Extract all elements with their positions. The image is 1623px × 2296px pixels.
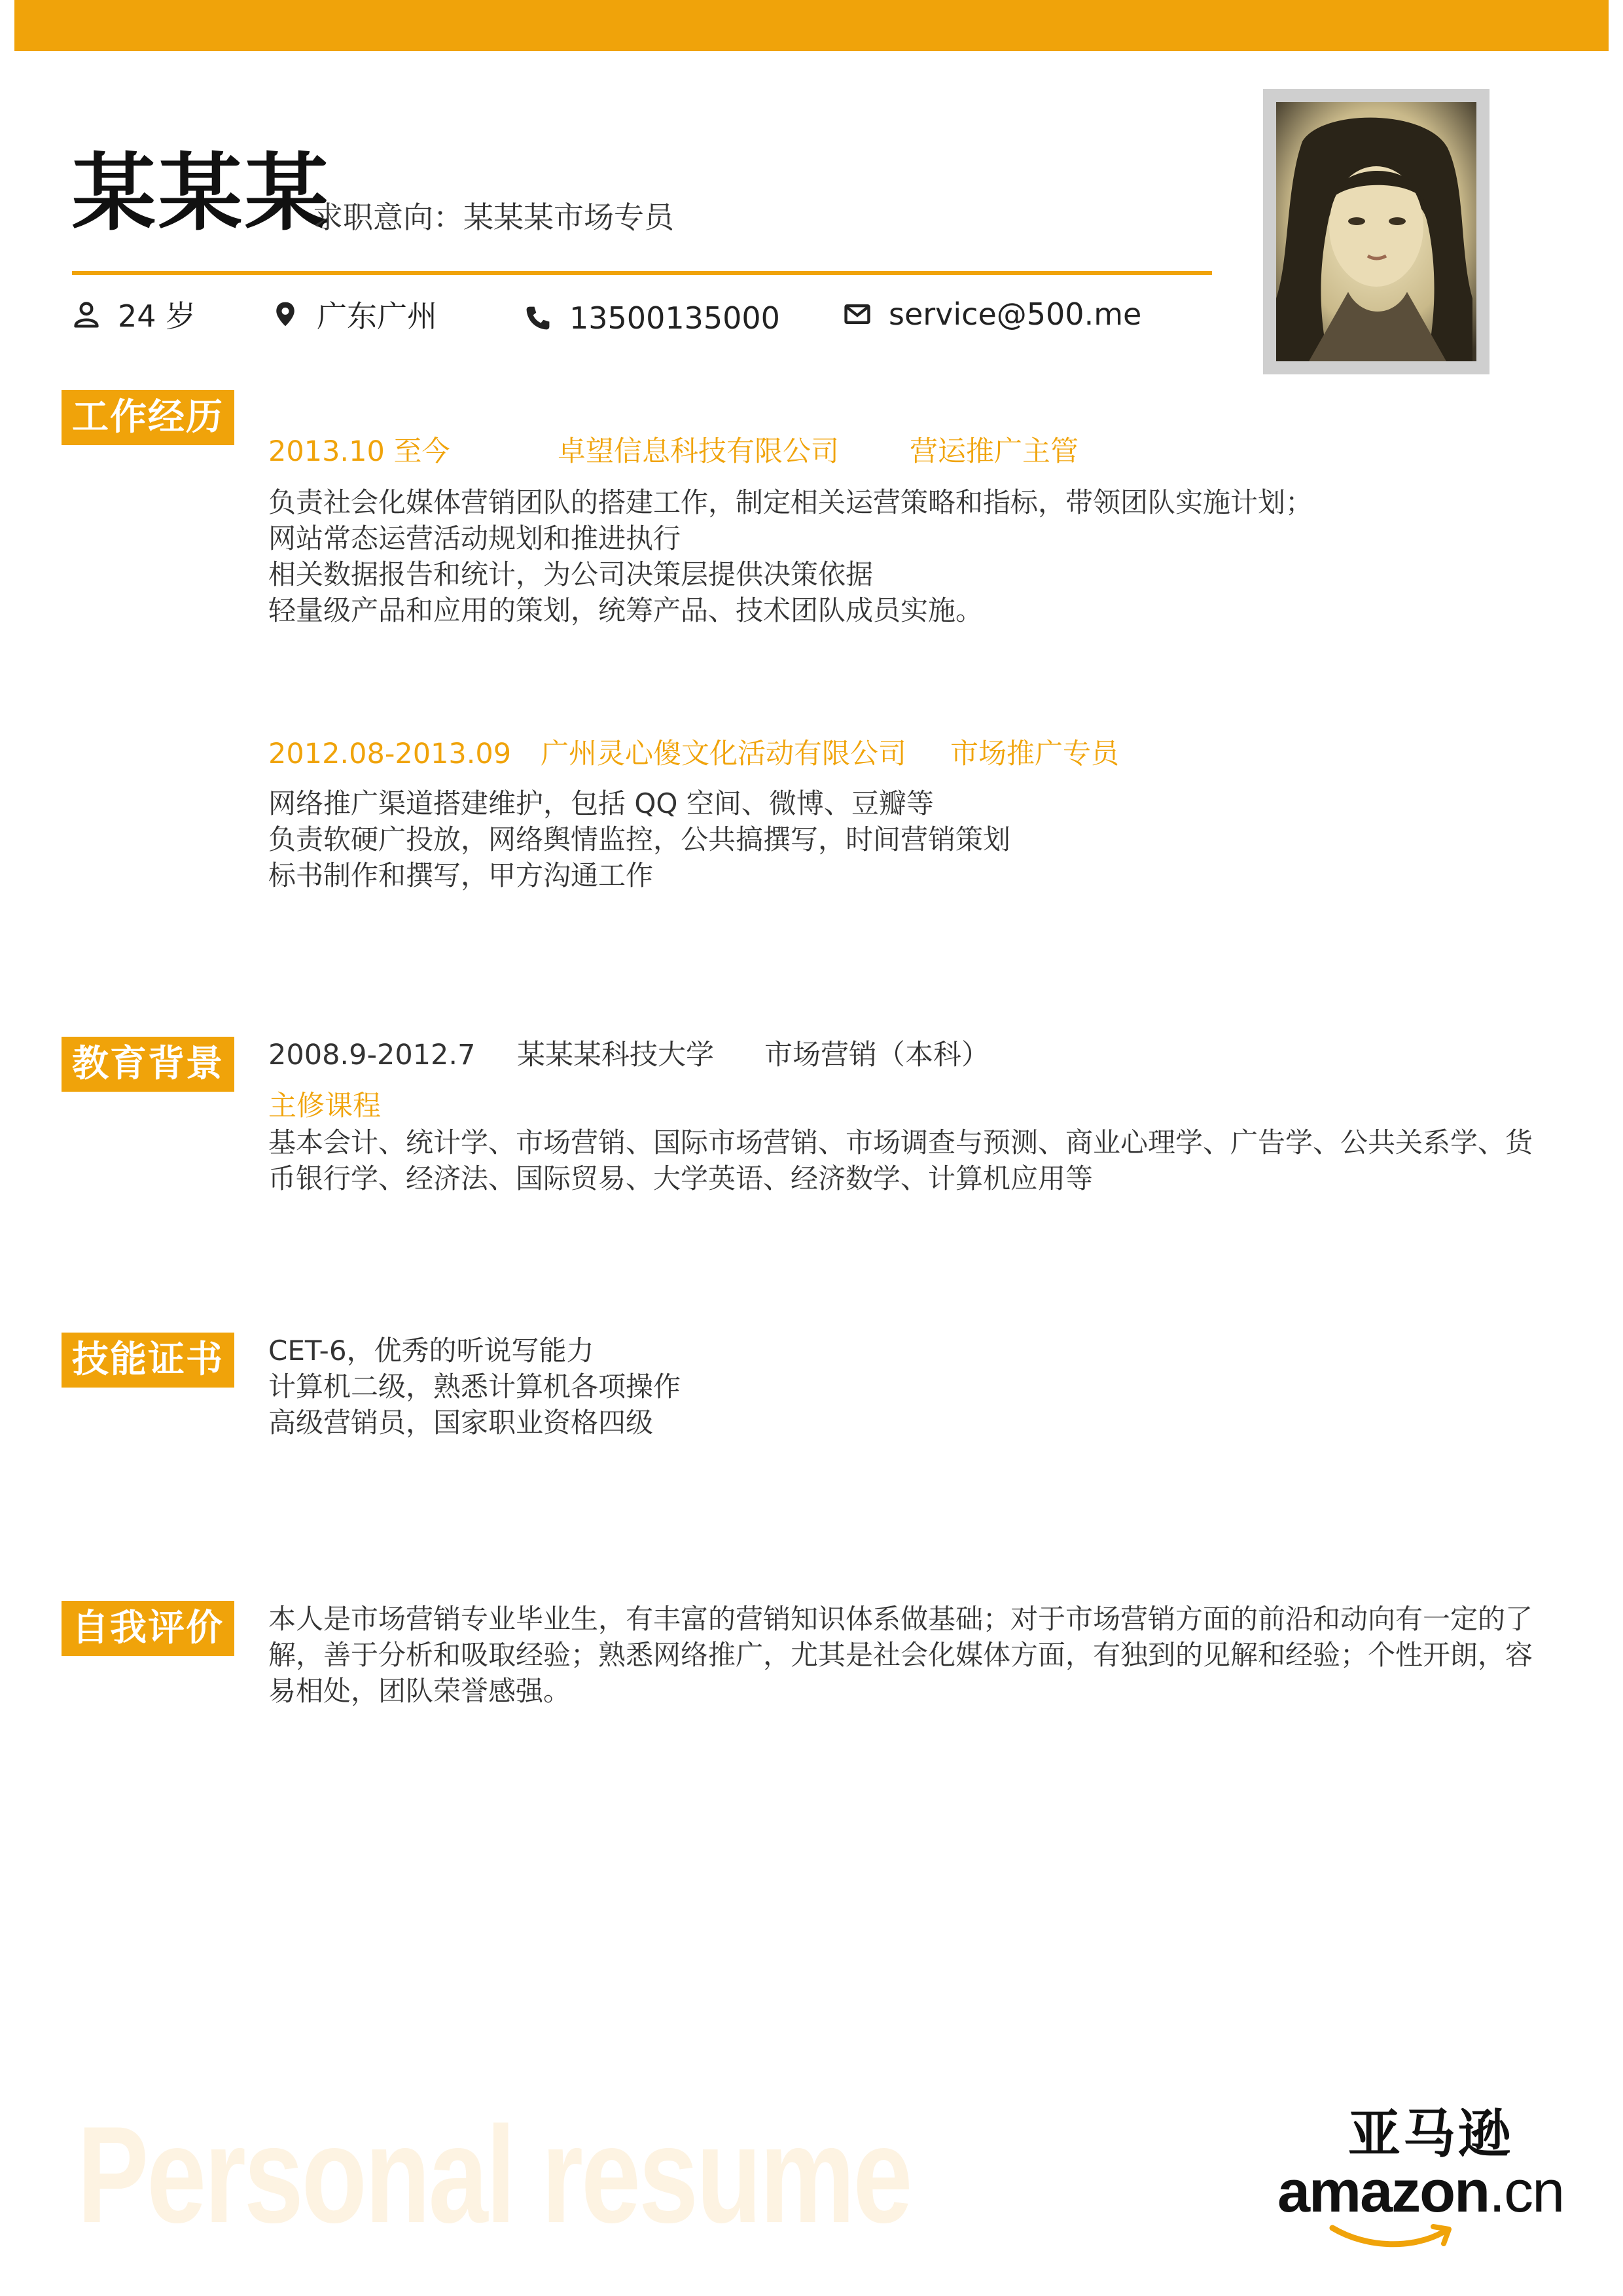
work-entry-1-company: 卓望信息科技有限公司 xyxy=(558,435,839,468)
skills-list xyxy=(268,1333,681,1441)
phone-text: 13500135000 xyxy=(569,300,780,336)
skill-item: CET-6，优秀的听说写能力 xyxy=(268,1335,594,1367)
duty-line: 网站常态运营活动规划和推进执行 xyxy=(268,522,681,554)
work-entry-2-role: 市场推广专员 xyxy=(950,738,1119,770)
job-intent-label: 求职意向： xyxy=(313,200,463,235)
top-accent-bar xyxy=(14,0,1609,51)
skill-item: 高级营销员，国家职业资格四级 xyxy=(268,1407,654,1439)
job-intent xyxy=(313,194,674,237)
duty-line: 负责软硬广投放，网络舆情监控，公共搞撰写，时间营销策划 xyxy=(268,823,1011,855)
edu-period: 2008.9-2012.7 xyxy=(268,1039,476,1071)
job-intent-value: 某某某市场专员 xyxy=(463,200,674,235)
self-eval-line: 本人是市场营销专业毕业生，有丰富的营销知识体系做基础；对于市场营销方面的前沿和动向有一定的了 xyxy=(268,1603,1533,1635)
edu-courses-label: 主修课程 xyxy=(268,1090,381,1122)
courses-line: 币银行学、经济法、国际贸易、大学英语、经济数学、计算机应用等 xyxy=(268,1162,1094,1194)
contact-phone xyxy=(524,297,780,339)
duty-line: 负责社会化媒体营销团队的搭建工作，制定相关运营策略和指标，带领团队实施计划； xyxy=(268,486,1313,518)
self-eval-line: 解，善于分析和吸取经验；熟悉网络推广，尤其是社会化媒体方面，有独到的见解和经验；个性开朗，容 xyxy=(268,1639,1533,1671)
location-text: 广东广州 xyxy=(317,298,437,334)
amazon-logo-suffix: .cn xyxy=(1489,2159,1564,2225)
mail-icon xyxy=(843,300,872,329)
duty-line: 相关数据报告和统计，为公司决策层提供决策依据 xyxy=(268,558,874,590)
courses-line: 基本会计、统计学、市场营销、国际市场营销、市场调查与预测、商业心理学、广告学、公共关系学、货 xyxy=(268,1126,1533,1158)
skill-item: 计算机二级，熟悉计算机各项操作 xyxy=(268,1371,681,1403)
amazon-logo-cn: 亚马逊 xyxy=(1348,2104,1513,2164)
phone-icon xyxy=(524,304,552,332)
edu-courses xyxy=(268,1124,1533,1196)
person-icon xyxy=(72,300,101,329)
self-evaluation-text xyxy=(268,1601,1533,1709)
work-entry-1-period: 2013.10 至今 xyxy=(268,435,450,468)
duty-line: 轻量级产品和应用的策划，统筹产品、技术团队成员实施。 xyxy=(268,594,984,626)
work-entry-1-duties xyxy=(268,484,1313,628)
amazon-smile-icon xyxy=(1329,2223,1453,2249)
watermark-text: Personal resume xyxy=(77,2098,911,2251)
work-entry-2-duties xyxy=(268,785,1010,893)
contact-email xyxy=(843,293,1141,335)
work-entry-2-company: 广州灵心傻文化活动有限公司 xyxy=(541,738,906,770)
duty-line: 标书制作和撰写，甲方沟通工作 xyxy=(268,859,654,891)
edu-school: 某某某科技大学 xyxy=(517,1039,714,1071)
duty-line: 网络推广渠道搭建维护，包括 QQ 空间、微博、豆瓣等 xyxy=(268,787,934,819)
amazon-logo-word: amazon xyxy=(1277,2159,1489,2225)
self-eval-line: 易相处，团队荣誉感强。 xyxy=(268,1675,571,1707)
edu-major: 市场营销（本科） xyxy=(764,1039,990,1071)
profile-photo xyxy=(1276,102,1476,361)
section-tag-work: 工作经历 xyxy=(62,390,234,445)
work-entry-2-period: 2012.08-2013.09 xyxy=(268,738,512,770)
header-divider xyxy=(72,271,1212,275)
contact-age xyxy=(72,293,196,335)
amazon-logo xyxy=(1277,2159,1563,2226)
contact-location xyxy=(271,293,437,335)
map-pin-icon xyxy=(271,300,300,329)
section-tag-skills: 技能证书 xyxy=(62,1333,234,1388)
candidate-name: 某某某 xyxy=(72,145,332,242)
email-text: service@500.me xyxy=(889,296,1142,332)
section-tag-education: 教育背景 xyxy=(62,1037,234,1092)
section-tag-self-evaluation: 自我评价 xyxy=(62,1601,234,1656)
age-text: 24 岁 xyxy=(118,298,196,334)
work-entry-1-role: 营运推广主管 xyxy=(910,435,1079,468)
